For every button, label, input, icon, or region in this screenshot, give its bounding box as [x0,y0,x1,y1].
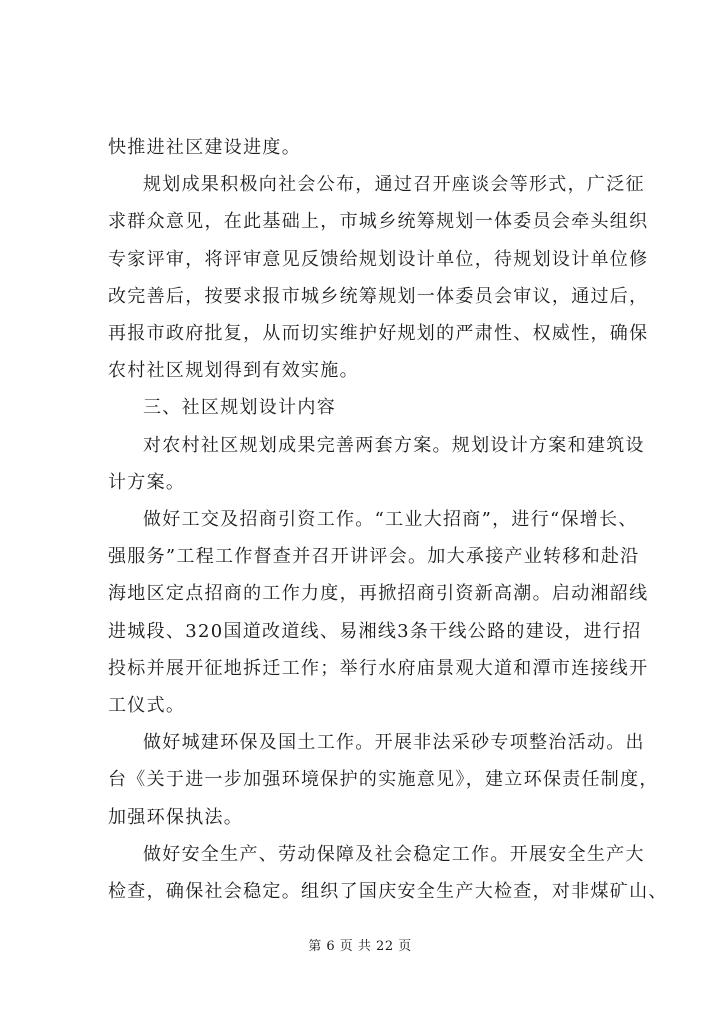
text-line: 台《关于进一步加强环境保护的实施意见》，建立环保责任制度， [108,769,659,790]
text-line: 规划成果积极向社会公布，通过召开座谈会等形式，广泛征 [143,174,645,195]
text-line: 专家评审，将评审意见反馈给规划设计单位，待规划设计单位修 [108,249,649,270]
text-line: 再报市政府批复，从而切实维护好规划的严肃性、权威性，确保 [108,323,649,344]
text-line: 做好工交及招商引资工作。“工业大招商”，进行“保增长、 [143,509,638,530]
page-number-footer: 第 6 页 共 22 页 [308,939,412,954]
text-line: 求群众意见，在此基础上，市城乡统筹规划一体委员会牵头组织 [108,211,649,232]
text-line: 计方案。 [108,472,186,493]
text-line: 农村社区规划得到有效实施。 [108,360,359,381]
text-line: 进城段、320国道改道线、易湘线3条干线公路的建设，进行招 [108,621,642,642]
text-line: 做好城建环保及国土工作。开展非法采砂专项整治活动。出 [143,732,645,753]
text-line: 检查，确保社会稳定。组织了国庆安全生产大检查，对非煤矿山、 [108,881,668,902]
text-line: 投标并展开征地拆迁工作；举行水府庙景观大道和潭市连接线开 [108,658,649,679]
text-line: 对农村社区规划成果完善两套方案。规划设计方案和建筑设 [143,435,645,456]
text-line: 改完善后，按要求报市城乡统筹规划一体委员会审议，通过后， [108,286,649,307]
text-line: 海地区定点招商的工作力度，再掀招商引资新高潮。启动湘韶线 [108,583,649,604]
section-heading: 三、社区规划设计内容 [143,397,336,418]
text-line: 工仪式。 [108,695,186,716]
text-line: 加强环保执法。 [108,807,244,828]
text-line: 做好安全生产、劳动保障及社会稳定工作。开展安全生产大 [143,844,645,865]
text-line: 强服务”工程工作督查并召开讲评会。加大承接产业转移和赴沿 [108,546,640,567]
text-line: 快推进社区建设进度。 [108,137,301,158]
